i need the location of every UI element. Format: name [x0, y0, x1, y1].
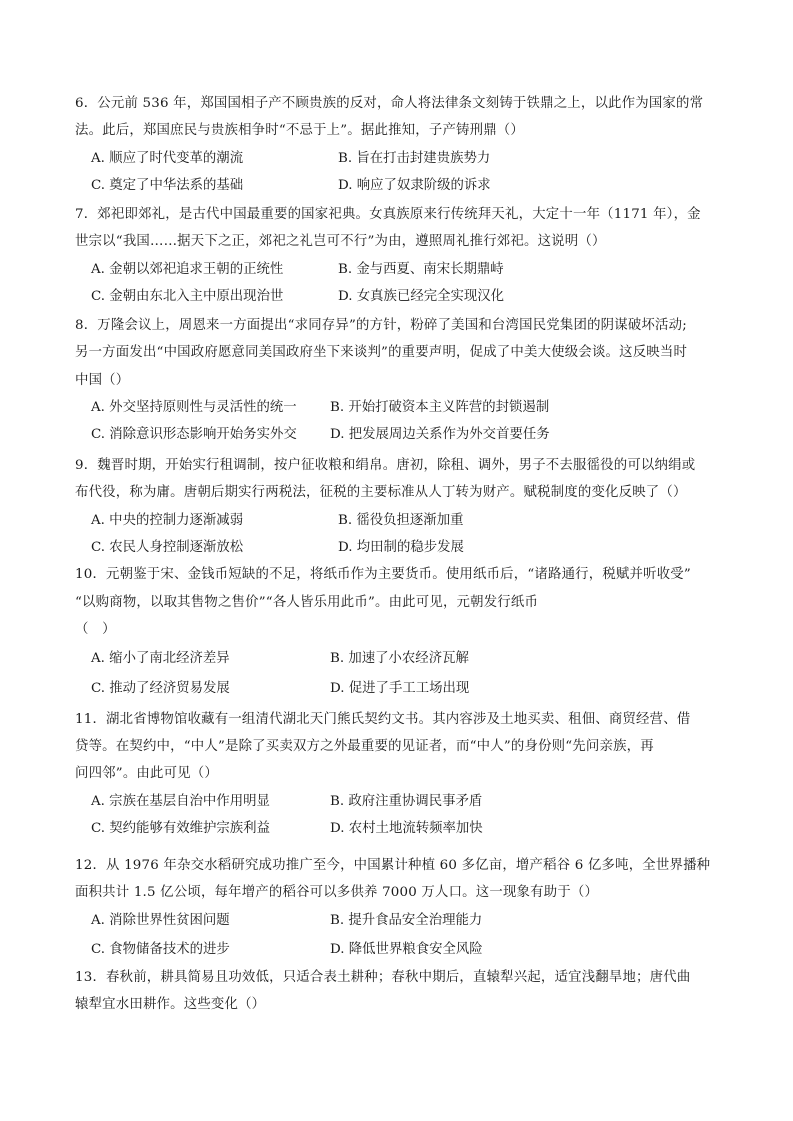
q13-line-2: 辕犁宜水田耕作。这些变化（） — [75, 997, 266, 1012]
q11-line-2: 贷等。在契约中，“中人”是除了买卖双方之外最重要的见证者，而“中人”的身份则“先问亲族，再 — [75, 739, 654, 754]
q6-option-a: A. 顺应了时代变革的潮流 — [91, 151, 244, 166]
q11-option-c: C. 契约能够有效维护宗族利益 — [91, 821, 270, 836]
q11-line-3: 问四邻”。由此可见（） — [75, 766, 218, 781]
q10-line-2: “以购商物，以取其售物之售价”“各人皆乐用此币”。由此可见，元朝发行纸币 — [75, 595, 539, 610]
q7-line-1: 7．郊祀即郊礼，是古代中国最重要的国家祀典。女真族原来行传统拜天礼，大定十一年（1171 年），金 — [75, 207, 701, 222]
q11-option-b: B. 政府注重协调民事矛盾 — [330, 794, 483, 809]
q11-option-a: A. 宗族在基层自治中作用明显 — [91, 794, 270, 809]
q12-option-a: A. 消除世界性贫困问题 — [91, 913, 230, 928]
q12-option-c: C. 食物储备技术的进步 — [91, 942, 230, 957]
q7-option-c: C. 金朝由东北入主中原出现治世 — [91, 289, 284, 304]
q6-option-d: D. 响应了奴隶阶级的诉求 — [338, 178, 491, 193]
q10-line-1: 10．元朝鉴于宋、金钱币短缺的不足，将纸币作为主要货币。使用纸币后，“诸路通行，税赋并听收受” — [75, 567, 691, 582]
q12-option-d: D. 降低世界粮食安全风险 — [330, 942, 483, 957]
q10-option-b: B. 加速了小农经济瓦解 — [330, 651, 469, 666]
q10-line-3: （ ） — [75, 622, 116, 637]
q9-line-1: 9．魏晋时期，开始实行租调制，按户征收粮和绢帛。唐初，除租、调外，男子不去服徭役的可以纳绢或 — [75, 458, 696, 473]
q10-option-c: C. 推动了经济贸易发展 — [91, 681, 230, 696]
q11-line-1: 11．湖北省博物馆收藏有一组清代湖北天门熊氏契约文书。其内容涉及土地买卖、租佃、商贸经营、借 — [75, 712, 691, 727]
q12-line-2: 面积共计 1.5 亿公顷，每年增产的稻谷可以多供养 7000 万人口。这一现象有助于（） — [75, 885, 599, 900]
q6-option-b: B. 旨在打击封建贵族势力 — [338, 151, 491, 166]
q8-line-2: 另一方面发出“中国政府愿意同美国政府坐下来谈判”的重要声明，促成了中美大使级会谈。这反映当时 — [75, 345, 688, 360]
q11-option-d: D. 农村土地流转频率加快 — [330, 821, 483, 836]
q8-line-1: 8．万隆会议上，周恩来一方面提出“求同存异”的方针，粉碎了美国和台湾国民党集团的阴谋破坏活动; — [75, 318, 687, 333]
q9-option-a: A. 中央的控制力逐渐减弱 — [91, 513, 244, 528]
q7-option-d: D. 女真族已经完全实现汉化 — [338, 289, 505, 304]
q8-line-3: 中国（） — [75, 373, 130, 388]
q8-option-c: C. 消除意识形态影响开始务实外交 — [91, 427, 297, 442]
q12-line-1: 12．从 1976 年杂交水稻研究成功推广至今，中国累计种植 60 多亿亩，增产稻谷 6 亿多吨，全世界播种 — [75, 858, 711, 873]
q7-line-2: 世宗以“我国……据天下之正，郊祀之礼岂可不行”为由，遵照周礼推行郊祀。这说明（） — [75, 234, 606, 249]
q9-option-d: D. 均田制的稳步发展 — [338, 540, 464, 555]
q13-line-1: 13．春秋前，耕具简易且功效低，只适合表土耕种；春秋中期后，直辕犁兴起，适宜浅翻旱地；唐代曲 — [75, 970, 691, 985]
q12-option-b: B. 提升食品安全治理能力 — [330, 913, 483, 928]
q7-option-b: B. 金与西夏、南宋长期鼎峙 — [338, 262, 504, 277]
q10-option-a: A. 缩小了南北经济差异 — [91, 651, 230, 666]
q6-line-2: 法。此后，郑国庶民与贵族相争时“不忌于上”。据此推知，子产铸刑鼎（） — [75, 123, 524, 138]
q9-line-2: 布代役，称为庸。唐朝后期实行两税法，征税的主要标准从人丁转为财产。赋税制度的变化反映了（） — [75, 485, 687, 500]
q8-option-a: A. 外交坚持原则性与灵活性的统一 — [91, 400, 297, 415]
q8-option-b: B. 开始打破资本主义阵营的封锁遏制 — [330, 400, 550, 415]
q8-option-d: D. 把发展周边关系作为外交首要任务 — [330, 427, 550, 442]
q6-line-1: 6．公元前 536 年，郑国国相子产不顾贵族的反对，命人将法律条文刻铸于铁鼎之上，以此作为国家的常 — [75, 96, 704, 111]
q9-option-b: B. 徭役负担逐渐加重 — [338, 513, 464, 528]
q7-option-a: A. 金朝以郊祀追求王朝的正统性 — [91, 262, 284, 277]
q6-option-c: C. 奠定了中华法系的基础 — [91, 178, 244, 193]
q9-option-c: C. 农民人身控制逐渐放松 — [91, 540, 244, 555]
q10-option-d: D. 促进了手工工场出现 — [330, 681, 470, 696]
